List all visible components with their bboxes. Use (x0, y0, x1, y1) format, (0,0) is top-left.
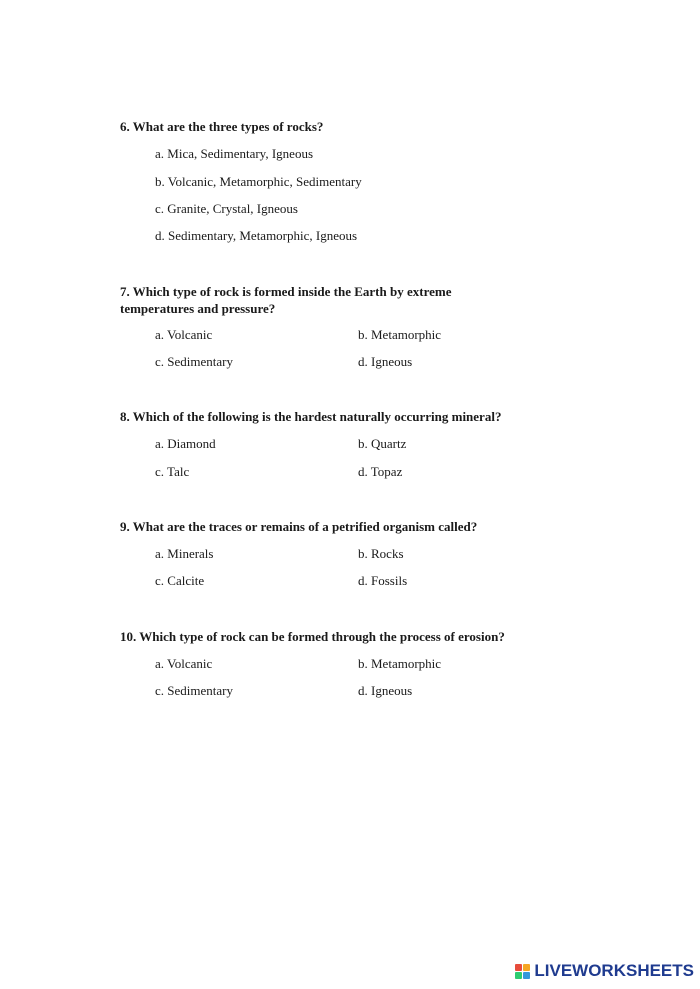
logo-tile (523, 964, 530, 971)
question-number: 8. (120, 409, 130, 424)
question-8 (120, 408, 580, 425)
option-9b[interactable]: b. Rocks (358, 546, 404, 561)
option-7b[interactable]: b. Metamorphic (358, 327, 442, 342)
liveworksheets-logo (515, 961, 694, 981)
logo-tile (515, 964, 522, 971)
option-6c[interactable]: c. Granite, Crystal, Igneous (155, 201, 298, 216)
question-10 (120, 628, 590, 645)
option-7a[interactable]: a. Volcanic (155, 327, 213, 342)
question-6 (120, 118, 570, 135)
option-10c[interactable]: c. Sedimentary (155, 683, 233, 698)
question-number: 7. (120, 284, 130, 299)
question-prompt: Which of the following is the hardest naturally occurring mineral? (132, 409, 502, 424)
question-9 (120, 518, 580, 535)
question-number: 9. (120, 519, 130, 534)
option-8a[interactable]: a. Diamond (155, 436, 216, 451)
question-6-text (120, 118, 570, 135)
question-prompt-line1: Which type of rock is formed inside the Earth by extreme (132, 284, 452, 299)
option-7d[interactable]: d. Igneous (358, 354, 413, 369)
option-10b[interactable]: b. Metamorphic (358, 656, 442, 671)
logo-text: LIVEWORKSHEETS (534, 961, 694, 980)
option-9c[interactable]: c. Calcite (155, 573, 205, 588)
question-prompt: Which type of rock can be formed through the process of erosion? (139, 629, 505, 644)
question-prompt-line2: temperatures and pressure? (120, 301, 276, 316)
option-6a[interactable]: a. Mica, Sedimentary, Igneous (155, 146, 313, 161)
option-6d[interactable]: d. Sedimentary, Metamorphic, Igneous (155, 228, 358, 243)
question-9-text (120, 518, 580, 535)
option-10a[interactable]: a. Volcanic (155, 656, 213, 671)
logo-tile (523, 972, 530, 979)
logo-tile (515, 972, 522, 979)
question-8-text (120, 408, 580, 425)
option-6b[interactable]: b. Volcanic, Metamorphic, Sedimentary (155, 174, 362, 189)
option-9d[interactable]: d. Fossils (358, 573, 408, 588)
question-prompt: What are the three types of rocks? (132, 119, 324, 134)
option-8d[interactable]: d. Topaz (358, 464, 403, 479)
question-number: 10. (120, 629, 137, 644)
option-8c[interactable]: c. Talc (155, 464, 190, 479)
option-9a[interactable]: a. Minerals (155, 546, 214, 561)
logo-grid-icon (515, 964, 530, 979)
question-7 (120, 283, 570, 317)
option-7c[interactable]: c. Sedimentary (155, 354, 233, 369)
question-7-text (120, 283, 570, 317)
option-8b[interactable]: b. Quartz (358, 436, 407, 451)
question-prompt: What are the traces or remains of a petrified organism called? (132, 519, 478, 534)
question-number: 6. (120, 119, 130, 134)
question-10-text (120, 628, 590, 645)
option-10d[interactable]: d. Igneous (358, 683, 413, 698)
